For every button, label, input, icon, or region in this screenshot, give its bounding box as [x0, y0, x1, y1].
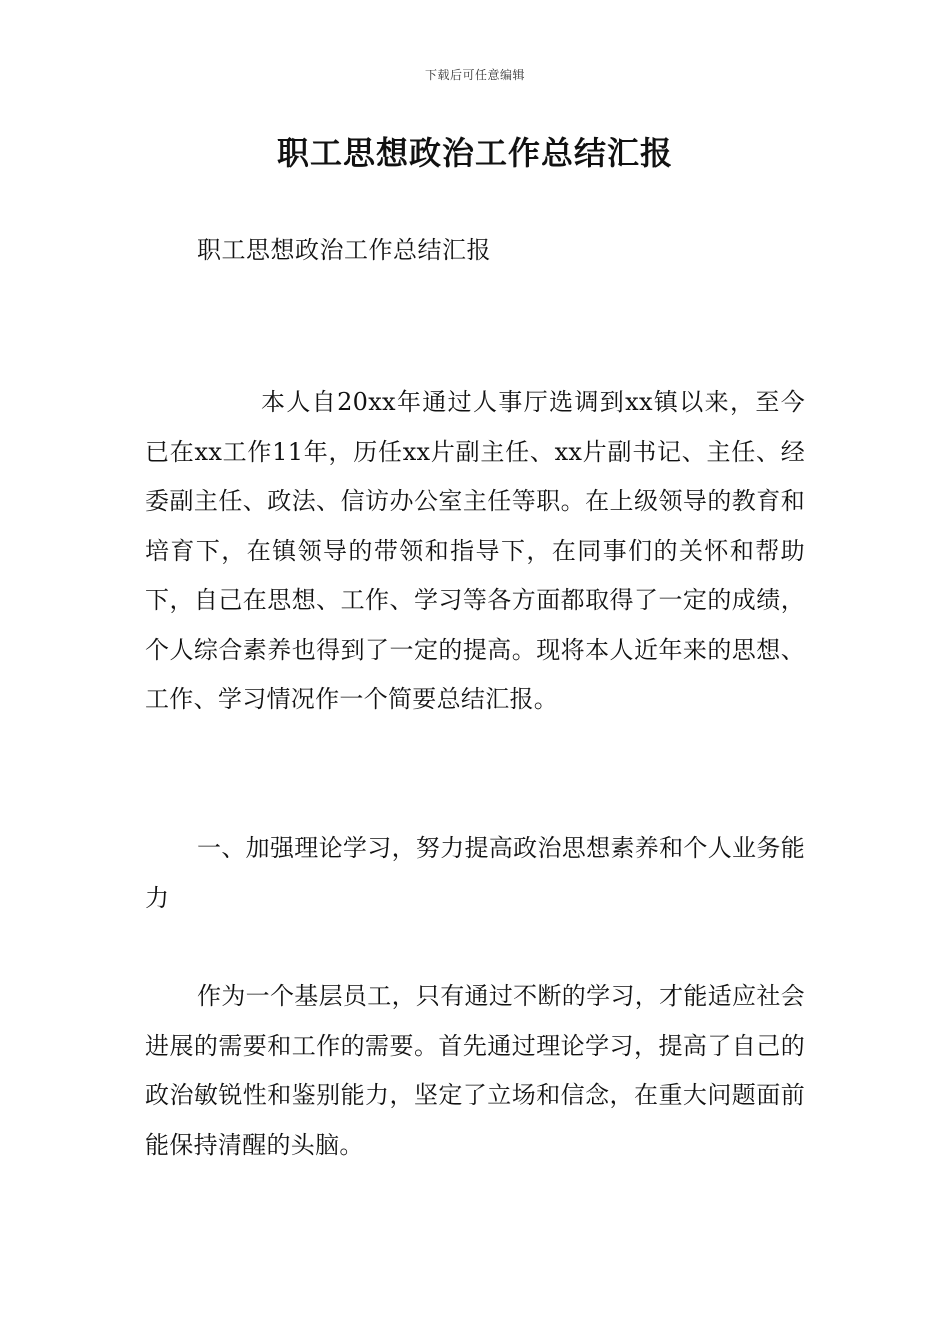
document-title: 职工思想政治工作总结汇报	[276, 134, 673, 172]
header-note: 下载后可任意编辑	[424, 68, 525, 82]
section-heading-1: 一、加强理论学习，努力提高政治思想素养和个人业务能力	[145, 834, 805, 912]
paragraph-section-1: 作为一个基层员工，只有通过不断的学习，才能适应社会进展的需要和工作的需要。首先通过理论学习，提高了自己的政治敏锐性和鉴别能力，坚定了立场和信念，在重大问题面前能保持清醒的头脑。	[145, 982, 805, 1159]
paragraph-intro: 本人自20xx年通过人事厅选调到xx镇以来，至今已在xx工作11年，历任xx片副主任、xx片副书记、主任、经委副主任、政法、信访办公室主任等职。在上级领导的教育和培育下，在镇领导的带领和指导下，在同事们的关怀和帮助下，自己在思想、工作、学习等各方面都取得了一定的成绩，个人综合素养也得到了一定的提高。现将本人近年来的思想、工作、学习情况作一个简要总结汇报。	[145, 388, 805, 713]
document-subtitle: 职工思想政治工作总结汇报	[197, 236, 491, 264]
